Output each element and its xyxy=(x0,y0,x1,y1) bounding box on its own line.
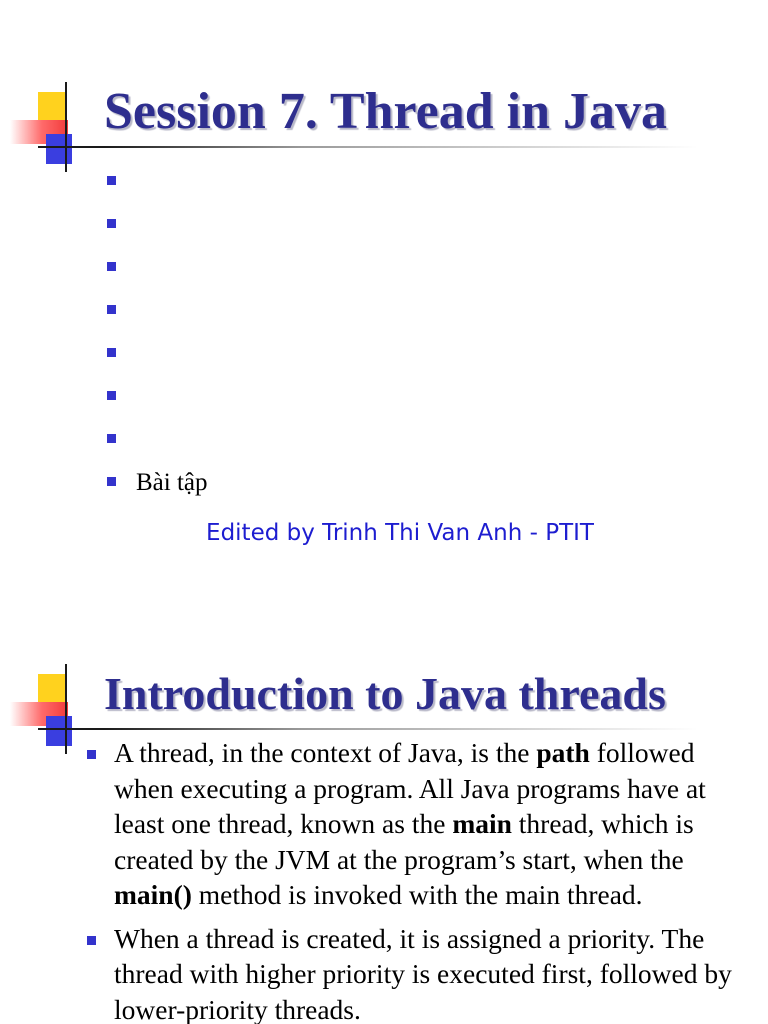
outline-item-text: Bài tập xyxy=(136,469,208,496)
author-credit: Edited by Trinh Thi Van Anh - PTIT xyxy=(206,520,594,546)
blue-square-decoration xyxy=(46,134,72,164)
blue-square-decoration xyxy=(46,716,72,746)
outline-item xyxy=(107,332,747,375)
vertical-rule-decoration xyxy=(65,664,67,754)
outline-item xyxy=(107,418,747,461)
outline-item xyxy=(107,160,747,203)
yellow-square-decoration xyxy=(38,674,66,702)
square-bullet-icon xyxy=(107,305,116,314)
content-item-text xyxy=(114,735,757,913)
text-run: When a thread is created, it is assigned a priority. The thread with higher priority is executed first, followed by lower-priority threads. xyxy=(114,922,732,1024)
square-bullet-icon xyxy=(107,176,116,185)
slide-title-bold: Session 7. xyxy=(104,83,318,140)
content-list xyxy=(87,735,757,1024)
yellow-square-decoration xyxy=(38,92,66,120)
square-bullet-icon xyxy=(107,348,116,357)
square-bullet-icon xyxy=(107,477,116,486)
content-item xyxy=(87,735,757,913)
slide-title xyxy=(104,664,666,724)
outline-item xyxy=(107,246,747,289)
text-run: A thread, in the context of Java, is the xyxy=(114,737,537,768)
text-run: method is invoked with the main thread. xyxy=(191,879,643,910)
square-bullet-icon xyxy=(107,434,116,443)
square-bullet-icon xyxy=(107,219,116,228)
content-item-text xyxy=(114,921,757,1024)
outline-item xyxy=(107,289,747,332)
slide-title xyxy=(104,82,667,142)
square-bullet-icon xyxy=(87,936,96,945)
outline-item xyxy=(107,375,747,418)
slide-2 xyxy=(0,582,768,1024)
square-bullet-icon xyxy=(107,262,116,271)
outline-list xyxy=(107,160,747,504)
title-underline-decoration xyxy=(38,728,698,730)
outline-item xyxy=(107,461,747,504)
keyword-main-method: main() xyxy=(114,879,192,910)
text-run: thread, which is created by the JVM at the program’s start, when the xyxy=(114,808,694,875)
vertical-rule-decoration xyxy=(65,82,67,172)
slide-title-text: Introduction to Java threads xyxy=(104,668,666,719)
outline-item xyxy=(107,203,747,246)
square-bullet-icon xyxy=(107,391,116,400)
slide-title-rest: Thread in Java xyxy=(317,83,668,140)
content-item xyxy=(87,921,757,1024)
square-bullet-icon xyxy=(87,750,96,759)
keyword-path: path xyxy=(536,737,590,768)
title-underline-decoration xyxy=(38,146,698,148)
text-run: followed when executing a program. All Java programs have at least one thread, known as the xyxy=(114,737,706,839)
keyword-main: main xyxy=(452,808,512,839)
